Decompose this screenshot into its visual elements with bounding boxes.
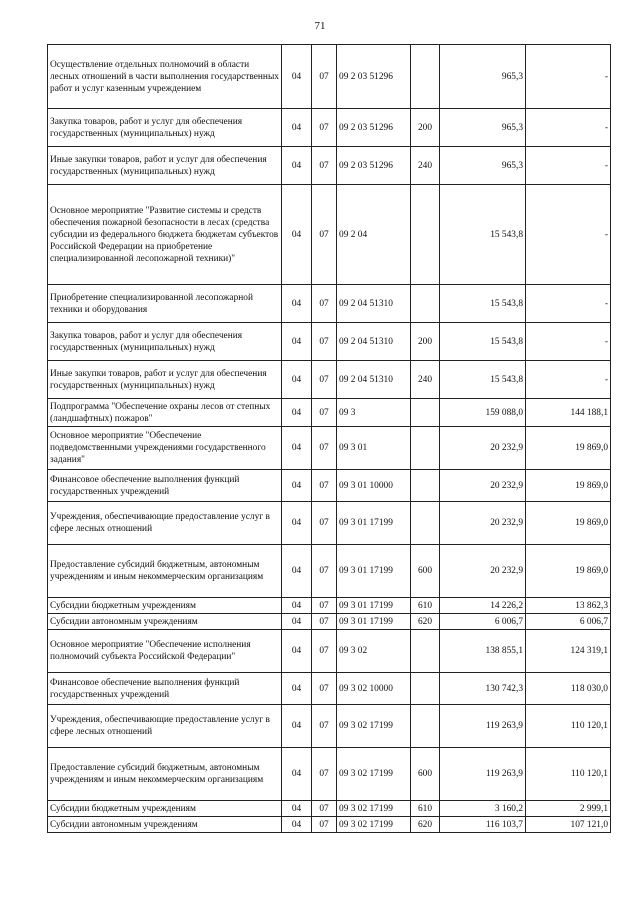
row-amount-year2: 110 120,1 bbox=[526, 748, 611, 801]
row-expense-type bbox=[411, 705, 440, 748]
row-expense-type bbox=[411, 502, 440, 545]
row-expense-type bbox=[411, 427, 440, 470]
row-amount-year2: 124 319,1 bbox=[526, 630, 611, 673]
row-subsection-code: 07 bbox=[312, 705, 337, 748]
row-target-article: 09 3 02 17199 bbox=[337, 705, 411, 748]
row-section-code: 04 bbox=[282, 630, 312, 673]
row-expense-type: 200 bbox=[411, 109, 440, 147]
row-section-code: 04 bbox=[282, 470, 312, 502]
row-name: Основное мероприятие "Обеспечение подведомственными учреждениями государственного задания" bbox=[48, 427, 282, 470]
budget-table bbox=[47, 44, 611, 833]
row-amount-year1: 20 232,9 bbox=[440, 470, 526, 502]
row-name: Финансовое обеспечение выполнения функций государственных учреждений bbox=[48, 470, 282, 502]
row-expense-type: 200 bbox=[411, 323, 440, 361]
table-row bbox=[48, 45, 611, 109]
row-amount-year1: 15 543,8 bbox=[440, 285, 526, 323]
table-row bbox=[48, 427, 611, 470]
row-target-article: 09 3 01 10000 bbox=[337, 470, 411, 502]
row-expense-type bbox=[411, 470, 440, 502]
row-subsection-code: 07 bbox=[312, 323, 337, 361]
row-amount-year1: 15 543,8 bbox=[440, 185, 526, 285]
row-subsection-code: 07 bbox=[312, 399, 337, 427]
row-amount-year2: 144 188,1 bbox=[526, 399, 611, 427]
row-subsection-code: 07 bbox=[312, 285, 337, 323]
row-section-code: 04 bbox=[282, 614, 312, 630]
row-amount-year1: 20 232,9 bbox=[440, 545, 526, 598]
row-name: Учреждения, обеспечивающие предоставление услуг в сфере лесных отношений bbox=[48, 502, 282, 545]
row-amount-year1: 116 103,7 bbox=[440, 817, 526, 833]
row-target-article: 09 2 03 51296 bbox=[337, 147, 411, 185]
row-expense-type bbox=[411, 45, 440, 109]
row-target-article: 09 2 04 51310 bbox=[337, 285, 411, 323]
table-row bbox=[48, 285, 611, 323]
row-section-code: 04 bbox=[282, 748, 312, 801]
row-subsection-code: 07 bbox=[312, 361, 337, 399]
row-name: Подпрограмма "Обеспечение охраны лесов от степных (ландшафтных) пожаров" bbox=[48, 399, 282, 427]
row-name: Субсидии бюджетным учреждениям bbox=[48, 801, 282, 817]
row-amount-year2: 19 869,0 bbox=[526, 545, 611, 598]
row-amount-year2: 19 869,0 bbox=[526, 470, 611, 502]
row-target-article: 09 2 04 51310 bbox=[337, 323, 411, 361]
row-target-article: 09 3 02 17199 bbox=[337, 817, 411, 833]
row-section-code: 04 bbox=[282, 285, 312, 323]
row-amount-year2: 6 006,7 bbox=[526, 614, 611, 630]
row-name: Субсидии автономным учреждениям bbox=[48, 614, 282, 630]
row-amount-year1: 14 226,2 bbox=[440, 598, 526, 614]
row-target-article: 09 3 01 17199 bbox=[337, 614, 411, 630]
row-target-article: 09 2 04 bbox=[337, 185, 411, 285]
row-amount-year2: 118 030,0 bbox=[526, 673, 611, 705]
row-section-code: 04 bbox=[282, 705, 312, 748]
row-amount-year1: 119 263,9 bbox=[440, 705, 526, 748]
row-amount-year1: 130 742,3 bbox=[440, 673, 526, 705]
row-amount-year2: 19 869,0 bbox=[526, 427, 611, 470]
row-amount-year2: - bbox=[526, 361, 611, 399]
row-target-article: 09 3 01 bbox=[337, 427, 411, 470]
row-expense-type: 610 bbox=[411, 598, 440, 614]
row-amount-year2: - bbox=[526, 109, 611, 147]
row-amount-year1: 159 088,0 bbox=[440, 399, 526, 427]
table-row bbox=[48, 323, 611, 361]
row-amount-year2: - bbox=[526, 45, 611, 109]
row-subsection-code: 07 bbox=[312, 817, 337, 833]
row-target-article: 09 3 02 17199 bbox=[337, 801, 411, 817]
page-number: 71 bbox=[314, 20, 326, 32]
row-amount-year1: 6 006,7 bbox=[440, 614, 526, 630]
row-name: Приобретение специализированной лесопожарной техники и оборудования bbox=[48, 285, 282, 323]
row-expense-type: 240 bbox=[411, 147, 440, 185]
row-amount-year2: - bbox=[526, 323, 611, 361]
row-name: Закупка товаров, работ и услуг для обеспечения государственных (муниципальных) нужд bbox=[48, 323, 282, 361]
row-name: Основное мероприятие "Обеспечение исполнения полномочий субъекта Российской Федерации" bbox=[48, 630, 282, 673]
row-amount-year2: 19 869,0 bbox=[526, 502, 611, 545]
row-subsection-code: 07 bbox=[312, 427, 337, 470]
table-row bbox=[48, 545, 611, 598]
table-row bbox=[48, 598, 611, 614]
row-target-article: 09 3 01 17199 bbox=[337, 502, 411, 545]
row-expense-type bbox=[411, 285, 440, 323]
row-amount-year1: 138 855,1 bbox=[440, 630, 526, 673]
row-name: Субсидии автономным учреждениям bbox=[48, 817, 282, 833]
row-subsection-code: 07 bbox=[312, 470, 337, 502]
row-subsection-code: 07 bbox=[312, 45, 337, 109]
row-subsection-code: 07 bbox=[312, 147, 337, 185]
row-target-article: 09 3 02 bbox=[337, 630, 411, 673]
row-name: Предоставление субсидий бюджетным, автономным учреждениям и иным некоммерческим организациям bbox=[48, 748, 282, 801]
table-row bbox=[48, 109, 611, 147]
row-amount-year2: - bbox=[526, 185, 611, 285]
row-subsection-code: 07 bbox=[312, 502, 337, 545]
row-section-code: 04 bbox=[282, 545, 312, 598]
row-subsection-code: 07 bbox=[312, 109, 337, 147]
row-amount-year2: 2 999,1 bbox=[526, 801, 611, 817]
row-section-code: 04 bbox=[282, 147, 312, 185]
row-section-code: 04 bbox=[282, 817, 312, 833]
row-amount-year2: 110 120,1 bbox=[526, 705, 611, 748]
row-amount-year1: 965,3 bbox=[440, 147, 526, 185]
row-expense-type: 600 bbox=[411, 748, 440, 801]
row-expense-type bbox=[411, 399, 440, 427]
table-row bbox=[48, 673, 611, 705]
row-section-code: 04 bbox=[282, 598, 312, 614]
row-target-article: 09 2 04 51310 bbox=[337, 361, 411, 399]
row-target-article: 09 2 03 51296 bbox=[337, 45, 411, 109]
row-expense-type: 610 bbox=[411, 801, 440, 817]
row-section-code: 04 bbox=[282, 323, 312, 361]
row-subsection-code: 07 bbox=[312, 185, 337, 285]
row-amount-year2: - bbox=[526, 147, 611, 185]
row-amount-year1: 119 263,9 bbox=[440, 748, 526, 801]
row-name: Финансовое обеспечение выполнения функций государственных учреждений bbox=[48, 673, 282, 705]
row-section-code: 04 bbox=[282, 361, 312, 399]
row-expense-type: 240 bbox=[411, 361, 440, 399]
row-section-code: 04 bbox=[282, 45, 312, 109]
row-amount-year1: 20 232,9 bbox=[440, 427, 526, 470]
row-amount-year1: 3 160,2 bbox=[440, 801, 526, 817]
row-target-article: 09 3 02 17199 bbox=[337, 748, 411, 801]
table-row bbox=[48, 147, 611, 185]
row-name: Предоставление субсидий бюджетным, автономным учреждениям и иным некоммерческим организациям bbox=[48, 545, 282, 598]
table-row bbox=[48, 614, 611, 630]
table-body bbox=[48, 45, 611, 833]
row-expense-type bbox=[411, 185, 440, 285]
row-expense-type bbox=[411, 673, 440, 705]
row-subsection-code: 07 bbox=[312, 614, 337, 630]
row-expense-type: 620 bbox=[411, 614, 440, 630]
table-row bbox=[48, 361, 611, 399]
row-subsection-code: 07 bbox=[312, 598, 337, 614]
table-row bbox=[48, 630, 611, 673]
row-amount-year2: 13 862,3 bbox=[526, 598, 611, 614]
row-section-code: 04 bbox=[282, 399, 312, 427]
row-amount-year2: - bbox=[526, 285, 611, 323]
row-subsection-code: 07 bbox=[312, 801, 337, 817]
table-row bbox=[48, 801, 611, 817]
row-subsection-code: 07 bbox=[312, 545, 337, 598]
row-section-code: 04 bbox=[282, 502, 312, 545]
row-name: Основное мероприятие "Развитие системы и средств обеспечения пожарной безопасности в лесах (средства субсидии из федерального бюджета бюджетам субъектов Российской Федерации на приобретение специализированной лесопожарной техники)" bbox=[48, 185, 282, 285]
row-section-code: 04 bbox=[282, 801, 312, 817]
row-subsection-code: 07 bbox=[312, 630, 337, 673]
row-expense-type: 600 bbox=[411, 545, 440, 598]
table-row bbox=[48, 502, 611, 545]
row-expense-type bbox=[411, 630, 440, 673]
row-amount-year1: 965,3 bbox=[440, 109, 526, 147]
row-target-article: 09 3 bbox=[337, 399, 411, 427]
row-name: Закупка товаров, работ и услуг для обеспечения государственных (муниципальных) нужд bbox=[48, 109, 282, 147]
row-amount-year1: 15 543,8 bbox=[440, 323, 526, 361]
row-amount-year1: 15 543,8 bbox=[440, 361, 526, 399]
table-row bbox=[48, 817, 611, 833]
row-name: Иные закупки товаров, работ и услуг для обеспечения государственных (муниципальных) нужд bbox=[48, 147, 282, 185]
row-amount-year2: 107 121,0 bbox=[526, 817, 611, 833]
row-name: Осуществление отдельных полномочий в области лесных отношений в части выполнения государственных работ и услуг казенным учреждением bbox=[48, 45, 282, 109]
row-amount-year1: 965,3 bbox=[440, 45, 526, 109]
row-expense-type: 620 bbox=[411, 817, 440, 833]
row-name: Иные закупки товаров, работ и услуг для обеспечения государственных (муниципальных) нужд bbox=[48, 361, 282, 399]
row-target-article: 09 3 01 17199 bbox=[337, 545, 411, 598]
row-section-code: 04 bbox=[282, 427, 312, 470]
table-row bbox=[48, 185, 611, 285]
row-section-code: 04 bbox=[282, 185, 312, 285]
row-name: Субсидии бюджетным учреждениям bbox=[48, 598, 282, 614]
table-row bbox=[48, 470, 611, 502]
row-section-code: 04 bbox=[282, 673, 312, 705]
row-target-article: 09 2 03 51296 bbox=[337, 109, 411, 147]
row-name: Учреждения, обеспечивающие предоставление услуг в сфере лесных отношений bbox=[48, 705, 282, 748]
row-target-article: 09 3 01 17199 bbox=[337, 598, 411, 614]
row-subsection-code: 07 bbox=[312, 748, 337, 801]
table-row bbox=[48, 705, 611, 748]
row-subsection-code: 07 bbox=[312, 673, 337, 705]
table-row bbox=[48, 748, 611, 801]
row-section-code: 04 bbox=[282, 109, 312, 147]
row-target-article: 09 3 02 10000 bbox=[337, 673, 411, 705]
row-amount-year1: 20 232,9 bbox=[440, 502, 526, 545]
table-row bbox=[48, 399, 611, 427]
